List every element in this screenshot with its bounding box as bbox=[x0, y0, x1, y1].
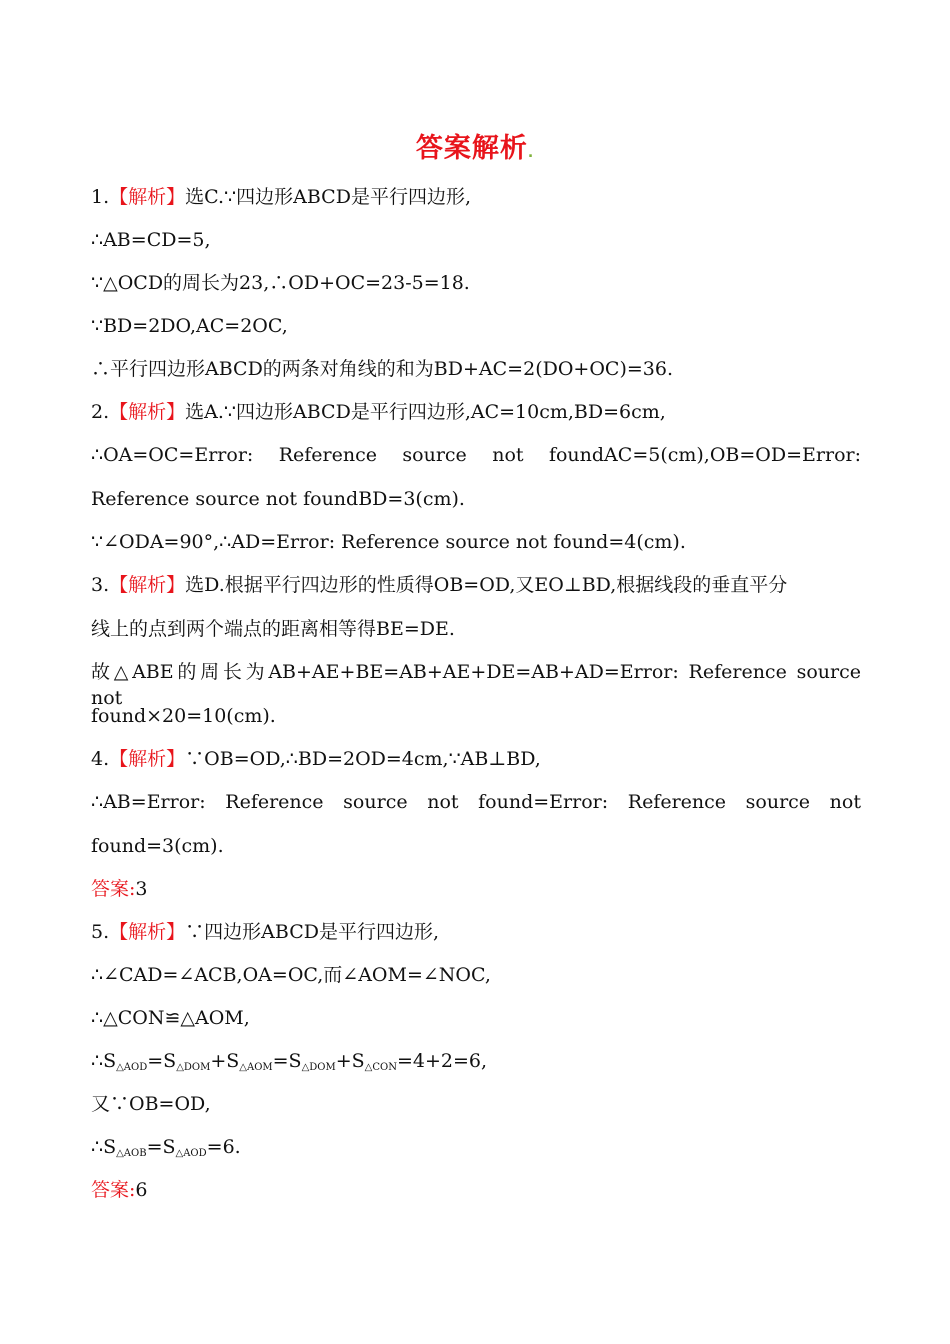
q2-line-3: Reference source not foundBD=3(cm). bbox=[91, 488, 465, 510]
q5-l4-part: +S bbox=[335, 1050, 365, 1072]
q5-number: 5. bbox=[91, 921, 110, 943]
q5-l6-sub: △AOB bbox=[116, 1148, 147, 1159]
q2-line-2: ∴OA=OC=Error: Reference source not foundAC=5(cm),OB=OD=Error: bbox=[91, 444, 861, 466]
q1-line-3: ∵△OCD的周长为23,∴OD+OC=23-5=18. bbox=[91, 272, 470, 294]
q2-text-1: 选A.∵四边形ABCD是平行四边形,AC=10cm,BD=6cm, bbox=[185, 401, 666, 423]
q5-l4-part: +S bbox=[210, 1050, 240, 1072]
q4-answer bbox=[91, 876, 861, 902]
q5-answer-label: 答案: bbox=[91, 1179, 136, 1201]
q5-line-4 bbox=[91, 1048, 861, 1081]
title-mark: . bbox=[527, 145, 535, 161]
q4-answer-label: 答案: bbox=[91, 878, 136, 900]
q1-line-1 bbox=[91, 184, 861, 210]
q1-tag: 【解析】 bbox=[109, 186, 186, 208]
q5-line-6 bbox=[91, 1134, 861, 1167]
q5-l4-sub: △AOD bbox=[116, 1062, 148, 1073]
q5-l4-sub: △AOM bbox=[239, 1062, 273, 1073]
q4-answer-value: 3 bbox=[135, 878, 148, 900]
q3-line-3: 故△ABE的周长为AB+AE+BE=AB+AE+DE=AB+AD=Error: Reference source not bbox=[91, 661, 861, 709]
q5-l4-part: =S bbox=[272, 1050, 302, 1072]
q5-l4-part: ∴S bbox=[91, 1050, 117, 1072]
q2-line-1 bbox=[91, 399, 861, 425]
page-title bbox=[0, 126, 950, 165]
q5-text-1: ∵四边形ABCD是平行四边形, bbox=[185, 921, 440, 943]
q5-l6-part: =6. bbox=[206, 1136, 241, 1158]
q5-line-5: 又∵OB=OD, bbox=[91, 1093, 211, 1115]
q1-number: 1. bbox=[91, 186, 110, 208]
q4-line-1 bbox=[91, 746, 861, 772]
q3-number: 3. bbox=[91, 574, 110, 596]
q5-answer bbox=[91, 1177, 861, 1203]
q5-l6-part: =S bbox=[146, 1136, 176, 1158]
q4-number: 4. bbox=[91, 748, 110, 770]
q1-line-5: ∴平行四边形ABCD的两条对角线的和为BD+AC=2(DO+OC)=36. bbox=[91, 358, 673, 380]
q5-tag: 【解析】 bbox=[109, 921, 186, 943]
q3-text-1: 选D.根据平行四边形的性质得OB=OD,又EO⊥BD,根据线段的垂直平分 bbox=[185, 574, 788, 596]
title-text: 答案解析 bbox=[415, 133, 528, 164]
q3-line-4: found×20=10(cm). bbox=[91, 705, 276, 727]
q2-tag: 【解析】 bbox=[109, 401, 186, 423]
q5-line-3: ∴△CON≌△AOM, bbox=[91, 1007, 250, 1029]
q5-answer-value: 6 bbox=[135, 1179, 148, 1201]
q5-l6-part: ∴S bbox=[91, 1136, 117, 1158]
q5-line-2: ∴∠CAD=∠ACB,OA=OC,而∠AOM=∠NOC, bbox=[91, 964, 491, 986]
q3-line-1 bbox=[91, 572, 861, 598]
q4-tag: 【解析】 bbox=[109, 748, 186, 770]
q5-l4-sub: △DOM bbox=[176, 1062, 211, 1073]
q5-l4-part: =S bbox=[147, 1050, 177, 1072]
q4-text-1: ∵OB=OD,∴BD=2OD=4cm,∵AB⊥BD, bbox=[185, 748, 541, 770]
q5-l4-part: =4+2=6, bbox=[396, 1050, 488, 1072]
q5-l4-sub: △DOM bbox=[301, 1062, 336, 1073]
q5-line-1 bbox=[91, 919, 861, 945]
q1-text-1: 选C.∵四边形ABCD是平行四边形, bbox=[185, 186, 471, 208]
q4-line-2: ∴AB=Error: Reference source not found=Error: Reference source not bbox=[91, 791, 861, 813]
q5-l6-sub: △AOD bbox=[175, 1148, 207, 1159]
q4-line-3: found=3(cm). bbox=[91, 835, 224, 857]
q2-line-4: ∵∠ODA=90°,∴AD=Error: Reference source not found=4(cm). bbox=[91, 531, 686, 553]
q5-l4-sub: △CON bbox=[364, 1062, 397, 1073]
q3-tag: 【解析】 bbox=[109, 574, 186, 596]
q1-line-4: ∵BD=2DO,AC=2OC, bbox=[91, 315, 288, 337]
q2-number: 2. bbox=[91, 401, 110, 423]
q1-line-2: ∴AB=CD=5, bbox=[91, 229, 211, 251]
q3-line-2: 线上的点到两个端点的距离相等得BE=DE. bbox=[91, 618, 455, 640]
